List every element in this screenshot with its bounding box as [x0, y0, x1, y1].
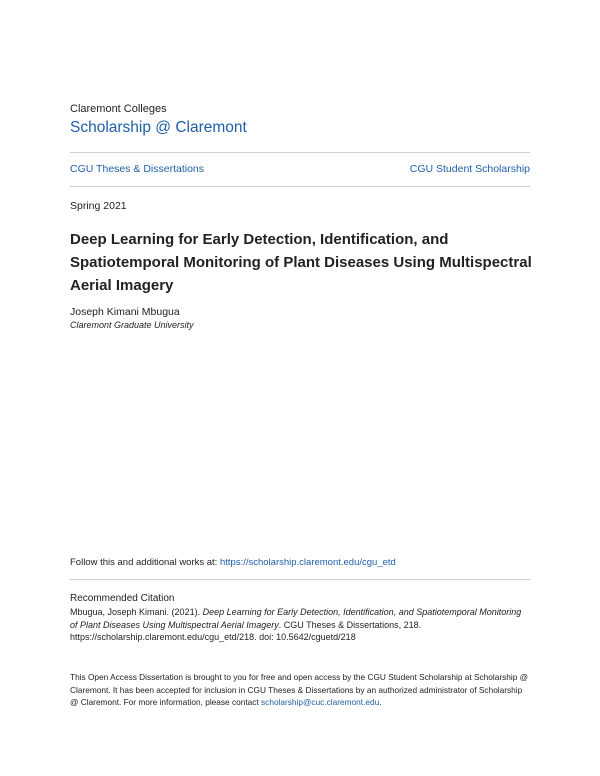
citation-title: Deep Learning for Early Detection, Identification, and Spatiotemporal Monitoring of Plant Diseases Using Multispectral Aerial Imagery: [70, 607, 522, 630]
title-line: Aerial Imagery: [70, 277, 174, 294]
divider: [70, 579, 530, 580]
divider: [70, 152, 530, 153]
follow-text: Follow this and additional works at:: [70, 557, 220, 568]
title-line: Spatiotemporal Monitoring of Plant Diseases Using Multispectral: [70, 254, 532, 271]
author-affiliation: Claremont Graduate University: [70, 320, 194, 330]
citation-text: [70, 606, 530, 644]
collection-link-theses[interactable]: CGU Theses & Dissertations: [70, 163, 205, 175]
document-title: [70, 228, 540, 297]
publication-date: Spring 2021: [70, 200, 127, 212]
open-access-end: .: [379, 697, 382, 707]
citation-prefix: Mbugua, Joseph Kimani. (2021).: [70, 607, 203, 617]
author-name: Joseph Kimani Mbugua: [70, 306, 180, 318]
open-access-statement: [70, 671, 530, 709]
collection-link-student-scholarship[interactable]: CGU Student Scholarship: [409, 163, 530, 175]
title-line: Deep Learning for Early Detection, Identification, and: [70, 231, 449, 248]
repository-title-link[interactable]: Scholarship @ Claremont: [70, 119, 247, 136]
follow-line: [70, 557, 396, 568]
open-access-text: This Open Access Dissertation is brought to you for free and open access by the CGU Student Scholarship at Scholarship @ Claremont. It has been accepted for inclusion in CGU Theses & Dissertations by an authorized administrator of Scholarship @ Claremont. For more information, please contact: [70, 672, 529, 707]
citation-heading: Recommended Citation: [70, 593, 175, 604]
institution-name: Claremont Colleges: [70, 103, 167, 115]
divider: [70, 186, 530, 187]
contact-email-link[interactable]: scholarship@cuc.claremont.edu: [261, 697, 380, 707]
citation-suffix: . CGU Theses & Dissertations, 218. https://scholarship.claremont.edu/cgu_etd/218. doi: 10.5642/cguetd/218: [70, 619, 422, 642]
collection-url-link[interactable]: https://scholarship.claremont.edu/cgu_etd: [219, 557, 396, 568]
